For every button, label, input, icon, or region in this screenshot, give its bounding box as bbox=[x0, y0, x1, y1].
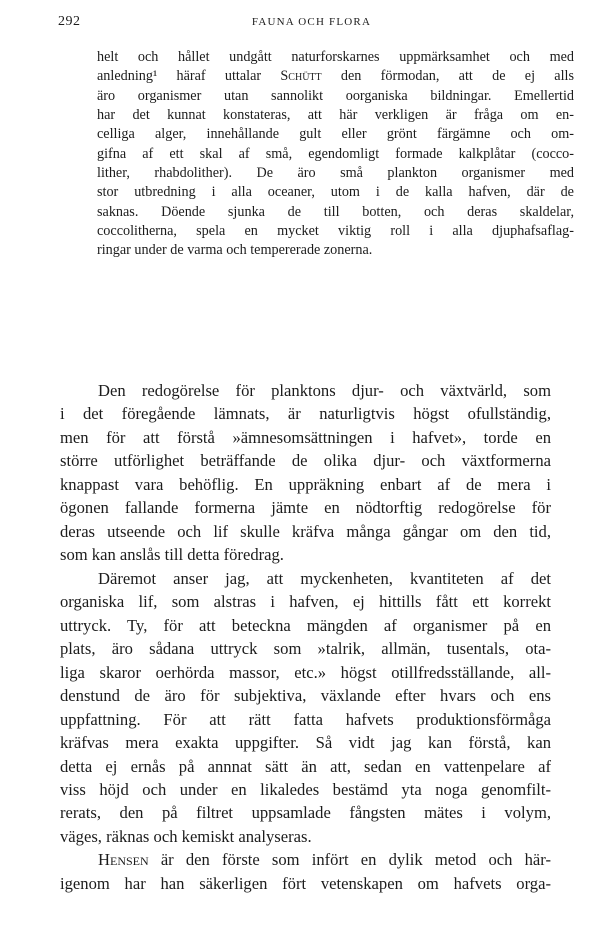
text-line bbox=[97, 48, 574, 67]
text-line bbox=[60, 449, 551, 472]
text-line bbox=[60, 402, 551, 425]
text-line bbox=[60, 778, 551, 801]
line-text: är den förste som infört en dylik metod och här- bbox=[148, 850, 551, 870]
paragraph-1 bbox=[60, 379, 551, 567]
text-line bbox=[60, 520, 551, 543]
line-text: gifna af ett skal af små, egendomligt formade kalkplåtar (cocco- bbox=[97, 145, 574, 162]
line-text: knappast vara behöflig. En uppräkning enbart af de mera i bbox=[60, 474, 551, 494]
text-line bbox=[97, 125, 574, 144]
line-text: coccolitherna, spela en mycket viktig roll i alla djuphafsaflag- bbox=[97, 223, 574, 240]
paragraph-2 bbox=[60, 567, 551, 849]
line-text: deras utseende och lif skulle kräfva många gångar om den tid, bbox=[60, 521, 551, 541]
text-line bbox=[60, 473, 551, 496]
text-line bbox=[60, 567, 551, 590]
line-text: uppfattning. För att rätt fatta hafvets produktionsförmåga bbox=[60, 709, 551, 729]
running-title: FAUNA OCH FLORA bbox=[251, 16, 372, 28]
text-line bbox=[60, 801, 551, 824]
line-text: den förmodan, att de ej alls bbox=[321, 68, 574, 85]
line-text: men för att förstå »ämnesomsättningen i hafvet», torde en bbox=[60, 427, 551, 447]
text-line bbox=[60, 426, 551, 449]
line-text: anledning¹ häraf uttalar bbox=[97, 68, 281, 85]
line-text: kräfvas mera exakta uppgifter. Så vidt jag kan förstå, kan bbox=[60, 733, 551, 753]
text-line bbox=[60, 637, 551, 660]
line-text: i det föregående lämnats, är naturligtvis högst ofullständig, bbox=[60, 404, 551, 424]
author-name: Schütt bbox=[280, 68, 322, 85]
text-line bbox=[60, 543, 551, 566]
line-text: helt och hållet undgått naturforskarnes uppmärksamhet och med bbox=[97, 49, 574, 65]
note-paragraph bbox=[97, 48, 574, 261]
main-text bbox=[60, 379, 551, 895]
line-text: Den redogörelse för planktons djur- och växtvärld, som bbox=[98, 381, 551, 400]
author-name: Hensen bbox=[98, 850, 149, 870]
line-text: uttryck. Ty, för att beteckna mängden af organismer på en bbox=[60, 615, 551, 635]
line-text: ögonen fallande formerna jämte en nödtorftig redogörelse för bbox=[60, 498, 551, 518]
line-text: detta ej ernås på annnat sätt än att, sedan en vattenpelare af bbox=[60, 756, 551, 776]
text-line bbox=[97, 145, 574, 164]
line-text: stor utbredning i alla oceaner, utom i de kalla hafven, där de bbox=[97, 184, 574, 201]
text-line bbox=[97, 203, 574, 222]
line-text: lither, rhabdolither). De äro små plankton organismer med bbox=[97, 165, 574, 182]
text-line bbox=[60, 825, 551, 848]
line-text: har det kunnat konstateras, att här verkligen är fråga om en- bbox=[97, 107, 574, 124]
line-text: liga skaror oerhörda massor, etc.» högst otillfredsställande, all- bbox=[60, 662, 551, 682]
text-line bbox=[60, 872, 551, 895]
line-text: viss höjd och under en likaledes bestämd yta noga genomfilt- bbox=[60, 779, 551, 799]
text-line bbox=[97, 87, 574, 106]
text-line bbox=[97, 67, 574, 86]
text-line bbox=[97, 164, 574, 183]
text-line bbox=[97, 241, 574, 260]
text-line bbox=[60, 496, 551, 519]
text-line bbox=[60, 614, 551, 637]
page-number: 292 bbox=[58, 14, 81, 29]
paragraph-3 bbox=[60, 848, 551, 895]
line-text: rerats, den på filtret uppsamlade fångsten mätes i volym, bbox=[60, 803, 551, 823]
text-line bbox=[60, 731, 551, 754]
line-text: celliga alger, innehållande gult eller grönt färgämne och om- bbox=[97, 126, 574, 143]
line-text: denstund de äro för subjektiva, växlande efter hvars och ens bbox=[60, 686, 551, 706]
running-head bbox=[58, 14, 565, 34]
text-line bbox=[60, 661, 551, 684]
text-line bbox=[60, 590, 551, 613]
text-line bbox=[60, 708, 551, 731]
line-text: större utförlighet beträffande de olika djur- och växtformerna bbox=[60, 451, 551, 471]
text-line bbox=[60, 848, 551, 871]
text-line bbox=[97, 183, 574, 202]
text-line bbox=[97, 222, 574, 241]
line-text: igenom har han säkerligen fört vetenskapen om hafvets orga- bbox=[60, 873, 551, 893]
line-text: ringar under de varma och tempererade zonerna. bbox=[97, 242, 373, 259]
line-text: saknas. Döende sjunka de till botten, och deras skaldelar, bbox=[97, 203, 574, 220]
text-line bbox=[60, 755, 551, 778]
text-line bbox=[97, 106, 574, 125]
line-text: organiska lif, som alstras i hafven, ej hittills fått ett korrekt bbox=[60, 592, 551, 612]
line-text: som kan anslås till detta föredrag. bbox=[60, 545, 284, 565]
line-text: Däremot anser jag, att myckenheten, kvantiteten af det bbox=[98, 568, 551, 588]
line-text: plats, äro sådana uttryck som »talrik, allmän, tusentals, ota- bbox=[60, 639, 551, 659]
text-line bbox=[60, 379, 551, 402]
text-line bbox=[60, 684, 551, 707]
line-text: väges, räknas och kemiskt analyseras. bbox=[60, 826, 312, 846]
line-text: äro organismer utan sannolikt oorganiska bildningar. Emellertid bbox=[97, 87, 574, 104]
